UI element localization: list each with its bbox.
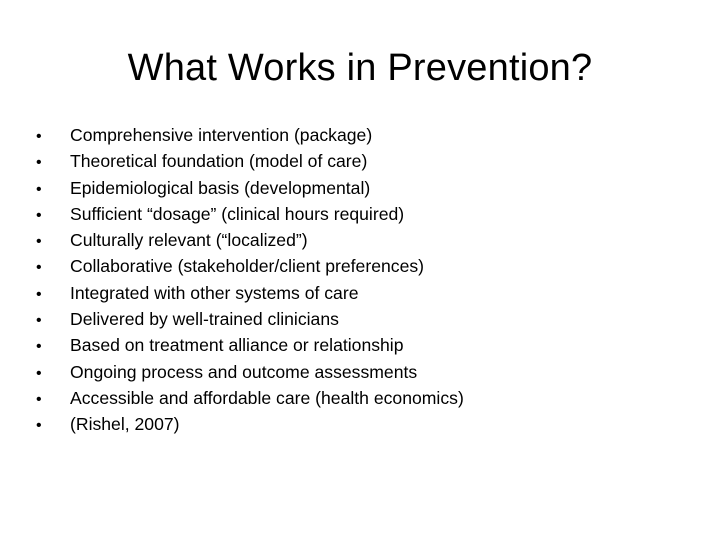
bullet-item [36, 175, 696, 201]
bullet-dot-icon: • [36, 206, 42, 224]
bullet-dot-icon: • [36, 154, 42, 172]
bullet-item [36, 359, 696, 385]
bullet-dot-icon: • [36, 417, 42, 435]
bullet-dot-icon: • [36, 233, 42, 251]
bullet-text: Accessible and affordable care (health economics) [70, 387, 464, 408]
bullet-dot-icon: • [36, 259, 42, 277]
bullet-text: Theoretical foundation (model of care) [70, 151, 368, 172]
bullet-list [36, 122, 696, 438]
bullet-text: Based on treatment alliance or relationship [70, 335, 404, 356]
bullet-text: Sufficient “dosage” (clinical hours required) [70, 203, 405, 224]
slide-title: What Works in Prevention? [127, 47, 593, 89]
bullet-item [36, 411, 696, 437]
bullet-item [36, 148, 696, 174]
bullet-dot-icon: • [36, 364, 42, 382]
bullet-item [36, 385, 696, 411]
bullet-text: Collaborative (stakeholder/client preferences) [70, 256, 425, 277]
bullet-text: Epidemiological basis (developmental) [70, 177, 371, 198]
bullet-item [36, 280, 696, 306]
bullet-text: Delivered by well-trained clinicians [70, 309, 339, 330]
bullet-dot-icon: • [36, 128, 42, 145]
bullet-text: Integrated with other systems of care [70, 282, 359, 303]
bullet-text: Comprehensive intervention (package) [70, 125, 373, 145]
bullet-item [36, 122, 696, 148]
bullet-dot-icon: • [36, 312, 42, 330]
bullet-item [36, 253, 696, 279]
bullet-dot-icon: • [36, 285, 42, 303]
bullet-text: Culturally relevant (“localized”) [70, 230, 308, 251]
bullet-item [36, 227, 696, 253]
bullet-text: (Rishel, 2007) [70, 414, 180, 435]
bullet-item [36, 201, 696, 227]
bullet-dot-icon: • [36, 180, 42, 198]
bullet-item [36, 332, 696, 358]
bullet-item [36, 306, 696, 332]
bullet-text: Ongoing process and outcome assessments [70, 361, 418, 382]
bullet-dot-icon: • [36, 338, 42, 356]
bullet-dot-icon: • [36, 390, 42, 408]
